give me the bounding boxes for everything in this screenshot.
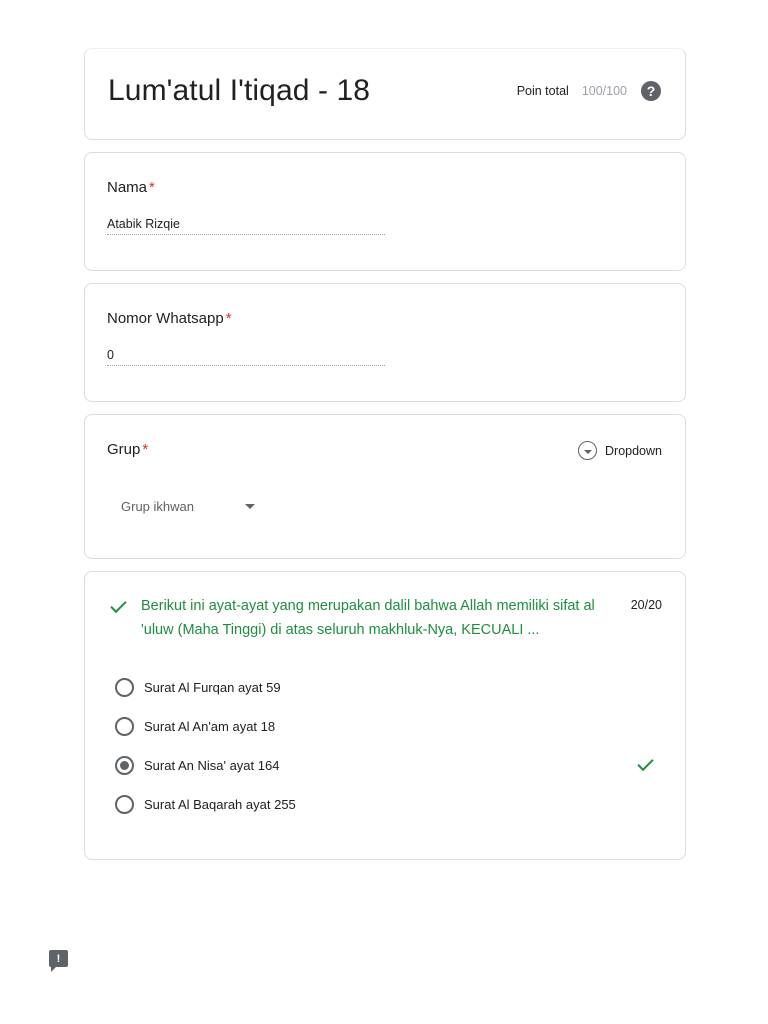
- option-label: Surat Al An'am ayat 18: [144, 719, 276, 734]
- radio-option[interactable]: [115, 795, 296, 814]
- required-asterisk: *: [225, 310, 232, 327]
- radio-option[interactable]: [115, 678, 281, 697]
- radio-button-checked[interactable]: [115, 756, 134, 775]
- question-label-text: Nomor Whatsapp: [107, 310, 224, 327]
- required-asterisk: *: [142, 441, 149, 458]
- radio-button[interactable]: [115, 717, 134, 736]
- radio-button[interactable]: [115, 678, 134, 697]
- dropdown-selected-value: Grup ikhwan: [121, 499, 194, 514]
- question-card-grup: [84, 414, 686, 559]
- radio-button[interactable]: [115, 795, 134, 814]
- points-value: 100/100: [581, 84, 627, 98]
- answer-text: 0: [107, 348, 385, 366]
- question-label: [107, 310, 232, 327]
- caret-down-icon: [245, 504, 255, 509]
- question-score: 20/20: [630, 598, 662, 612]
- option-label: Surat Al Baqarah ayat 255: [144, 797, 296, 812]
- form-title: Lum'atul I'tiqad - 18: [108, 74, 371, 107]
- question-card-nama: [84, 152, 686, 271]
- option-label: Surat Al Furqan ayat 59: [144, 680, 281, 695]
- radio-option-selected[interactable]: [115, 756, 279, 775]
- points-summary: [517, 81, 661, 101]
- dropdown-circle-icon: [578, 441, 597, 460]
- radio-option[interactable]: [115, 717, 275, 736]
- question-label-text: Nama: [107, 179, 148, 196]
- points-label: Poin total: [516, 84, 569, 98]
- quiz-question-card: [84, 571, 686, 860]
- option-label: Surat An Nisa' ayat 164: [144, 758, 280, 773]
- question-label: [107, 441, 148, 458]
- form-header-card: [84, 48, 686, 140]
- help-icon[interactable]: ?: [641, 81, 661, 101]
- required-asterisk: *: [149, 179, 155, 196]
- correct-check-icon: [110, 597, 126, 613]
- option-correct-check-icon: [637, 755, 653, 771]
- answer-text: Atabik Rizqie: [107, 217, 385, 235]
- question-card-whatsapp: [84, 283, 686, 402]
- question-label-text: Grup: [107, 441, 141, 458]
- question-type-indicator: [578, 441, 662, 460]
- grup-dropdown[interactable]: [121, 499, 255, 514]
- feedback-icon[interactable]: !: [49, 950, 68, 967]
- question-label: [107, 179, 155, 196]
- question-type-label: Dropdown: [605, 443, 662, 458]
- quiz-question-text: Berikut ini ayat-ayat yang merupakan dalil bahwa Allah memiliki sifat al 'uluw (Maha Tinggi) di atas seluruh makhluk-Nya, KECUALI ...: [141, 598, 595, 638]
